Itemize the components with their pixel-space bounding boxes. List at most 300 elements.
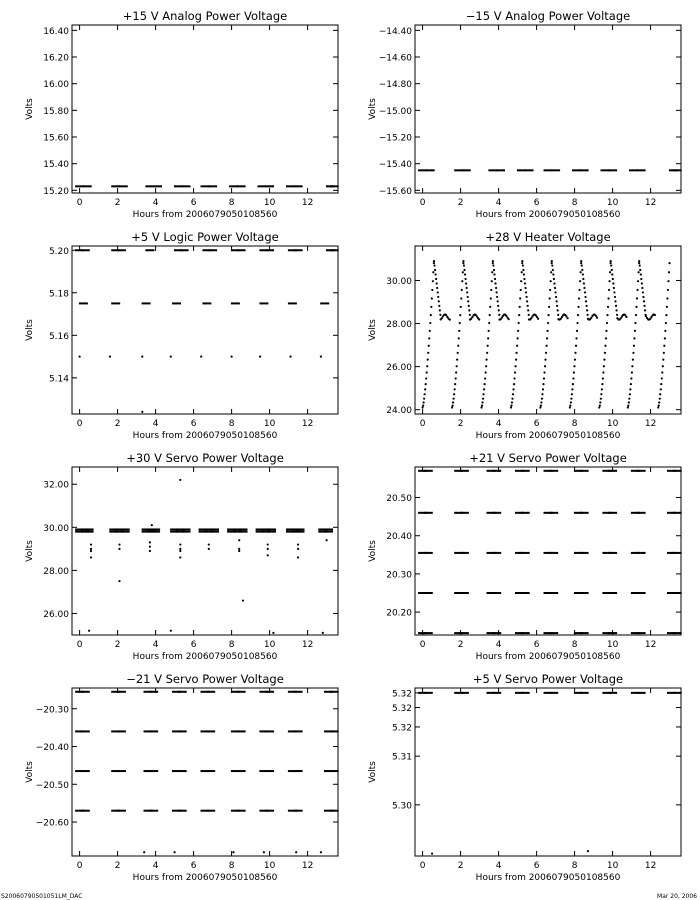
data-mark-point bbox=[90, 550, 92, 552]
data-mark-point bbox=[642, 296, 644, 298]
y-tick-label: −14.60 bbox=[378, 53, 412, 64]
data-mark-point bbox=[494, 278, 496, 280]
data-mark-point bbox=[637, 271, 639, 273]
data-mark-point bbox=[263, 851, 265, 853]
data-mark-point bbox=[492, 260, 494, 262]
x-tick-label: 2 bbox=[457, 419, 464, 429]
data-mark-point bbox=[640, 273, 642, 275]
data-mark-point bbox=[528, 314, 530, 316]
data-mark-point bbox=[170, 630, 172, 632]
data-mark-point bbox=[423, 398, 425, 400]
data-mark-point bbox=[640, 278, 642, 280]
data-mark-point bbox=[439, 309, 441, 311]
data-mark-point bbox=[79, 355, 81, 357]
data-mark-point bbox=[667, 280, 669, 282]
data-mark-point bbox=[430, 314, 432, 316]
x-tick-label: 12 bbox=[644, 640, 657, 650]
data-mark-point bbox=[459, 322, 461, 324]
data-mark-point bbox=[643, 300, 645, 302]
data-mark-point bbox=[663, 345, 665, 347]
y-tick-label: 5.31 bbox=[391, 752, 412, 763]
data-mark-point bbox=[632, 359, 634, 361]
data-mark-point bbox=[422, 405, 424, 407]
data-mark-point bbox=[527, 305, 529, 307]
data-mark-point bbox=[638, 260, 640, 262]
data-mark-point bbox=[569, 406, 571, 408]
x-tick-label: 6 bbox=[533, 419, 540, 429]
chart-title: +5 V Logic Power Voltage bbox=[131, 230, 279, 244]
x-tick-label: 10 bbox=[606, 198, 619, 208]
data-mark-point bbox=[629, 393, 631, 395]
data-mark-point bbox=[551, 260, 553, 262]
data-mark-point bbox=[466, 287, 468, 289]
data-mark-point bbox=[526, 300, 528, 302]
data-mark-point bbox=[631, 365, 633, 367]
data-mark-point bbox=[460, 297, 462, 299]
data-mark-point bbox=[573, 365, 575, 367]
data-mark-point bbox=[581, 269, 583, 271]
data-mark-point bbox=[238, 539, 240, 541]
data-mark-point bbox=[151, 524, 153, 526]
data-mark-point bbox=[634, 330, 636, 332]
data-mark-point bbox=[545, 352, 547, 354]
plot-frame bbox=[72, 246, 338, 414]
data-mark-point bbox=[498, 314, 500, 316]
data-mark-point bbox=[553, 282, 555, 284]
data-mark-point bbox=[570, 398, 572, 400]
x-tick-label: 4 bbox=[152, 640, 159, 650]
data-mark-point bbox=[464, 278, 466, 280]
x-tick-label: 0 bbox=[419, 861, 426, 871]
data-mark-point bbox=[88, 630, 90, 632]
x-axis-label: Hours from 2006079050108560 bbox=[475, 873, 621, 883]
data-mark-point bbox=[636, 289, 638, 291]
x-tick-label: 4 bbox=[495, 640, 502, 650]
x-tick-label: 4 bbox=[152, 198, 159, 208]
data-mark-point bbox=[610, 260, 612, 262]
chart-title: −21 V Servo Power Voltage bbox=[126, 672, 284, 686]
data-mark-point bbox=[179, 543, 181, 545]
data-mark-point bbox=[517, 330, 519, 332]
y-tick-label: −14.40 bbox=[378, 26, 412, 37]
data-mark-point bbox=[513, 383, 515, 385]
data-mark-point bbox=[602, 377, 604, 379]
data-mark-point bbox=[612, 282, 614, 284]
data-mark-point bbox=[468, 305, 470, 307]
data-mark-point bbox=[662, 365, 664, 367]
data-mark-point bbox=[512, 388, 514, 390]
data-mark-point bbox=[238, 550, 240, 552]
data-mark-point bbox=[476, 315, 478, 317]
data-mark-point bbox=[572, 377, 574, 379]
data-mark-point bbox=[598, 406, 600, 408]
data-mark-point bbox=[208, 548, 210, 550]
data-mark-point bbox=[495, 287, 497, 289]
data-mark-point bbox=[518, 314, 520, 316]
y-axis-label: Volts bbox=[368, 761, 378, 783]
data-mark-point bbox=[552, 273, 554, 275]
data-mark-point bbox=[484, 377, 486, 379]
chart-panel-7 bbox=[25, 672, 339, 883]
x-tick-label: 8 bbox=[571, 198, 578, 208]
data-mark-point bbox=[497, 300, 499, 302]
x-tick-label: 10 bbox=[263, 198, 276, 208]
data-mark-point bbox=[109, 355, 111, 357]
data-mark-point bbox=[451, 406, 453, 408]
data-mark-point bbox=[492, 262, 494, 264]
data-mark-point bbox=[545, 345, 547, 347]
chart-title: +15 V Analog Power Voltage bbox=[122, 9, 288, 23]
data-mark-point bbox=[297, 543, 299, 545]
data-mark-point bbox=[569, 405, 571, 407]
x-tick-label: 2 bbox=[457, 640, 464, 650]
data-mark-point bbox=[289, 355, 291, 357]
data-mark-point bbox=[489, 314, 491, 316]
data-mark-point bbox=[149, 541, 151, 543]
data-mark-point bbox=[320, 355, 322, 357]
data-mark-point bbox=[488, 330, 490, 332]
data-mark-point bbox=[547, 322, 549, 324]
data-mark-point bbox=[179, 550, 181, 552]
x-tick-label: 2 bbox=[114, 419, 121, 429]
data-mark-point bbox=[566, 317, 568, 319]
data-mark-point bbox=[585, 305, 587, 307]
data-mark-point bbox=[492, 264, 494, 266]
y-tick-label: −15.20 bbox=[378, 133, 412, 144]
x-tick-label: 0 bbox=[419, 419, 426, 429]
data-mark-point bbox=[551, 262, 553, 264]
y-axis-label: Volts bbox=[368, 540, 378, 562]
x-tick-label: 4 bbox=[495, 198, 502, 208]
data-mark-point bbox=[179, 548, 181, 550]
data-mark-point bbox=[267, 543, 269, 545]
data-mark-point bbox=[170, 355, 172, 357]
data-mark-point bbox=[607, 306, 609, 308]
data-mark-point bbox=[635, 314, 637, 316]
data-mark-point bbox=[546, 330, 548, 332]
data-mark-point bbox=[427, 359, 429, 361]
x-axis-label: Hours from 2006079050108560 bbox=[132, 652, 278, 662]
data-mark-point bbox=[456, 365, 458, 367]
data-mark-point bbox=[463, 264, 465, 266]
y-tick-label: 32.00 bbox=[43, 480, 69, 491]
data-mark-point bbox=[636, 297, 638, 299]
x-tick-label: 6 bbox=[190, 861, 197, 871]
data-mark-point bbox=[615, 305, 617, 307]
x-tick-label: 10 bbox=[606, 640, 619, 650]
data-mark-point bbox=[548, 306, 550, 308]
data-mark-point bbox=[455, 377, 457, 379]
data-mark-point bbox=[425, 383, 427, 385]
data-mark-point bbox=[454, 388, 456, 390]
y-tick-label: 28.00 bbox=[386, 320, 412, 331]
data-mark-point bbox=[581, 264, 583, 266]
y-tick-label: 5.14 bbox=[48, 374, 69, 385]
data-mark-point bbox=[427, 352, 429, 354]
data-mark-point bbox=[519, 297, 521, 299]
x-tick-label: 2 bbox=[457, 861, 464, 871]
data-mark-point bbox=[513, 377, 515, 379]
data-mark-point bbox=[541, 398, 543, 400]
data-mark-point bbox=[540, 405, 542, 407]
data-mark-point bbox=[523, 278, 525, 280]
data-mark-point bbox=[485, 365, 487, 367]
y-tick-label: 5.20 bbox=[48, 246, 69, 257]
data-mark-point bbox=[451, 405, 453, 407]
y-tick-label: 20.20 bbox=[386, 608, 412, 619]
data-mark-point bbox=[600, 398, 602, 400]
data-mark-point bbox=[510, 406, 512, 408]
data-mark-point bbox=[634, 322, 636, 324]
data-mark-point bbox=[433, 264, 435, 266]
data-mark-point bbox=[549, 297, 551, 299]
data-mark-point bbox=[629, 388, 631, 390]
data-mark-point bbox=[496, 291, 498, 293]
data-mark-point bbox=[572, 383, 574, 385]
data-mark-point bbox=[433, 262, 435, 264]
data-mark-point bbox=[659, 393, 661, 395]
data-mark-point bbox=[658, 401, 660, 403]
x-tick-label: 10 bbox=[263, 640, 276, 650]
data-mark-point bbox=[431, 289, 433, 291]
data-mark-point bbox=[556, 305, 558, 307]
data-mark-point bbox=[580, 260, 582, 262]
y-axis-label: Volts bbox=[25, 319, 35, 341]
y-tick-label: −20.40 bbox=[35, 743, 69, 754]
data-mark-point bbox=[613, 287, 615, 289]
y-axis-label: Volts bbox=[25, 98, 35, 120]
data-mark-point bbox=[457, 345, 459, 347]
data-mark-point bbox=[231, 355, 233, 357]
data-mark-point bbox=[452, 401, 454, 403]
x-tick-label: 6 bbox=[190, 419, 197, 429]
x-tick-label: 12 bbox=[644, 198, 657, 208]
x-tick-label: 8 bbox=[571, 861, 578, 871]
data-mark-point bbox=[603, 365, 605, 367]
data-mark-point bbox=[546, 337, 548, 339]
data-mark-point bbox=[482, 393, 484, 395]
data-mark-point bbox=[424, 393, 426, 395]
data-mark-point bbox=[516, 345, 518, 347]
x-tick-label: 8 bbox=[228, 419, 235, 429]
data-mark-point bbox=[436, 282, 438, 284]
data-mark-point bbox=[469, 314, 471, 316]
data-mark-point bbox=[459, 314, 461, 316]
x-tick-label: 8 bbox=[228, 198, 235, 208]
data-mark-point bbox=[483, 388, 485, 390]
data-mark-point bbox=[438, 305, 440, 307]
y-axis-label: Volts bbox=[25, 761, 35, 783]
data-mark-point bbox=[554, 291, 556, 293]
chart-title: −15 V Analog Power Voltage bbox=[465, 9, 631, 23]
data-mark-point bbox=[515, 359, 517, 361]
data-mark-point bbox=[232, 851, 234, 853]
x-tick-label: 6 bbox=[533, 198, 540, 208]
data-mark-point bbox=[436, 287, 438, 289]
x-tick-label: 2 bbox=[114, 640, 121, 650]
data-mark-point bbox=[486, 359, 488, 361]
data-mark-point bbox=[583, 282, 585, 284]
data-mark-point bbox=[464, 273, 466, 275]
plot-frame bbox=[415, 467, 681, 635]
data-mark-point bbox=[465, 282, 467, 284]
data-mark-point bbox=[174, 851, 176, 853]
data-mark-point bbox=[550, 271, 552, 273]
x-axis-label: Hours from 2006079050108560 bbox=[475, 210, 621, 220]
data-mark-point bbox=[434, 273, 436, 275]
data-mark-point bbox=[118, 543, 120, 545]
data-mark-point bbox=[481, 401, 483, 403]
data-mark-point bbox=[632, 352, 634, 354]
data-mark-point bbox=[179, 556, 181, 558]
data-mark-point bbox=[431, 297, 433, 299]
data-mark-point bbox=[580, 271, 582, 273]
y-tick-label: 24.00 bbox=[386, 406, 412, 417]
data-mark-point bbox=[627, 405, 629, 407]
x-tick-label: 12 bbox=[644, 861, 657, 871]
data-mark-point bbox=[662, 359, 664, 361]
data-mark-point bbox=[487, 345, 489, 347]
data-mark-point bbox=[606, 314, 608, 316]
data-mark-point bbox=[664, 337, 666, 339]
data-mark-point bbox=[466, 291, 468, 293]
data-mark-point bbox=[553, 278, 555, 280]
data-mark-point bbox=[658, 405, 660, 407]
data-mark-point bbox=[434, 269, 436, 271]
data-mark-point bbox=[628, 398, 630, 400]
data-mark-point bbox=[541, 393, 543, 395]
y-tick-label: 26.00 bbox=[43, 609, 69, 620]
y-tick-label: −15.40 bbox=[378, 160, 412, 171]
chart-title: +5 V Servo Power Voltage bbox=[472, 672, 624, 686]
data-mark-point bbox=[458, 330, 460, 332]
data-mark-point bbox=[322, 632, 324, 634]
y-tick-label: 16.00 bbox=[43, 80, 69, 91]
data-mark-point bbox=[437, 291, 439, 293]
y-tick-label: 5.32 bbox=[391, 703, 412, 714]
data-mark-point bbox=[601, 388, 603, 390]
data-mark-point bbox=[518, 322, 520, 324]
data-mark-point bbox=[483, 383, 485, 385]
x-tick-label: 10 bbox=[606, 419, 619, 429]
data-mark-point bbox=[587, 850, 589, 852]
data-mark-point bbox=[438, 300, 440, 302]
chart-title: +28 V Heater Voltage bbox=[485, 230, 611, 244]
data-mark-point bbox=[571, 393, 573, 395]
data-mark-point bbox=[657, 406, 659, 408]
data-mark-point bbox=[540, 401, 542, 403]
data-mark-point bbox=[642, 291, 644, 293]
data-mark-point bbox=[574, 359, 576, 361]
data-mark-point bbox=[439, 314, 441, 316]
data-mark-point bbox=[614, 300, 616, 302]
data-mark-point bbox=[505, 315, 507, 317]
data-mark-point bbox=[543, 377, 545, 379]
data-mark-point bbox=[660, 388, 662, 390]
data-mark-point bbox=[608, 289, 610, 291]
x-tick-label: 10 bbox=[606, 861, 619, 871]
data-mark-point bbox=[641, 282, 643, 284]
data-mark-point bbox=[426, 371, 428, 373]
data-mark-point bbox=[544, 365, 546, 367]
data-mark-point bbox=[521, 262, 523, 264]
data-mark-point bbox=[630, 377, 632, 379]
data-mark-point bbox=[496, 296, 498, 298]
x-tick-label: 0 bbox=[76, 419, 83, 429]
data-mark-point bbox=[633, 345, 635, 347]
data-mark-point bbox=[426, 365, 428, 367]
data-mark-point bbox=[641, 287, 643, 289]
data-mark-point bbox=[659, 398, 661, 400]
data-mark-point bbox=[514, 365, 516, 367]
data-mark-point bbox=[521, 271, 523, 273]
data-mark-point bbox=[604, 352, 606, 354]
data-mark-point bbox=[449, 319, 451, 321]
data-mark-point bbox=[208, 543, 210, 545]
data-mark-point bbox=[90, 548, 92, 550]
data-mark-point bbox=[238, 548, 240, 550]
x-tick-label: 10 bbox=[263, 861, 276, 871]
data-mark-point bbox=[645, 315, 647, 317]
data-mark-point bbox=[482, 398, 484, 400]
data-mark-point bbox=[510, 405, 512, 407]
chart-panel-5 bbox=[25, 451, 338, 662]
data-mark-point bbox=[527, 309, 529, 311]
y-tick-label: 28.00 bbox=[43, 566, 69, 577]
data-mark-point bbox=[480, 406, 482, 408]
data-mark-point bbox=[555, 300, 557, 302]
data-mark-point bbox=[462, 262, 464, 264]
data-mark-point bbox=[602, 371, 604, 373]
x-tick-label: 4 bbox=[152, 861, 159, 871]
data-mark-point bbox=[554, 287, 556, 289]
data-mark-point bbox=[520, 289, 522, 291]
data-mark-point bbox=[431, 852, 433, 854]
data-mark-point bbox=[550, 280, 552, 282]
data-mark-point bbox=[457, 352, 459, 354]
data-mark-point bbox=[585, 300, 587, 302]
data-mark-point bbox=[433, 260, 435, 262]
data-mark-point bbox=[320, 851, 322, 853]
data-mark-point bbox=[530, 317, 532, 319]
data-mark-point bbox=[462, 271, 464, 273]
data-mark-point bbox=[575, 345, 577, 347]
data-mark-point bbox=[548, 314, 550, 316]
data-mark-point bbox=[267, 554, 269, 556]
data-mark-point bbox=[429, 322, 431, 324]
data-mark-point bbox=[664, 330, 666, 332]
y-tick-label: 15.80 bbox=[43, 106, 69, 117]
data-mark-point bbox=[665, 322, 667, 324]
x-tick-label: 6 bbox=[190, 198, 197, 208]
data-mark-point bbox=[580, 262, 582, 264]
x-tick-label: 6 bbox=[533, 861, 540, 871]
y-tick-label: 15.60 bbox=[43, 133, 69, 144]
x-tick-label: 12 bbox=[644, 419, 657, 429]
data-mark-point bbox=[526, 296, 528, 298]
data-mark-point bbox=[574, 352, 576, 354]
data-mark-point bbox=[537, 318, 539, 320]
y-tick-label: 30.00 bbox=[386, 276, 412, 287]
footer-date: Mar 20, 2006 bbox=[657, 893, 697, 900]
data-mark-point bbox=[179, 479, 181, 481]
plot-frame bbox=[72, 25, 338, 193]
data-mark-point bbox=[481, 405, 483, 407]
x-tick-label: 12 bbox=[301, 419, 314, 429]
y-tick-label: 15.20 bbox=[43, 186, 69, 197]
data-mark-point bbox=[521, 260, 523, 262]
data-mark-point bbox=[610, 264, 612, 266]
